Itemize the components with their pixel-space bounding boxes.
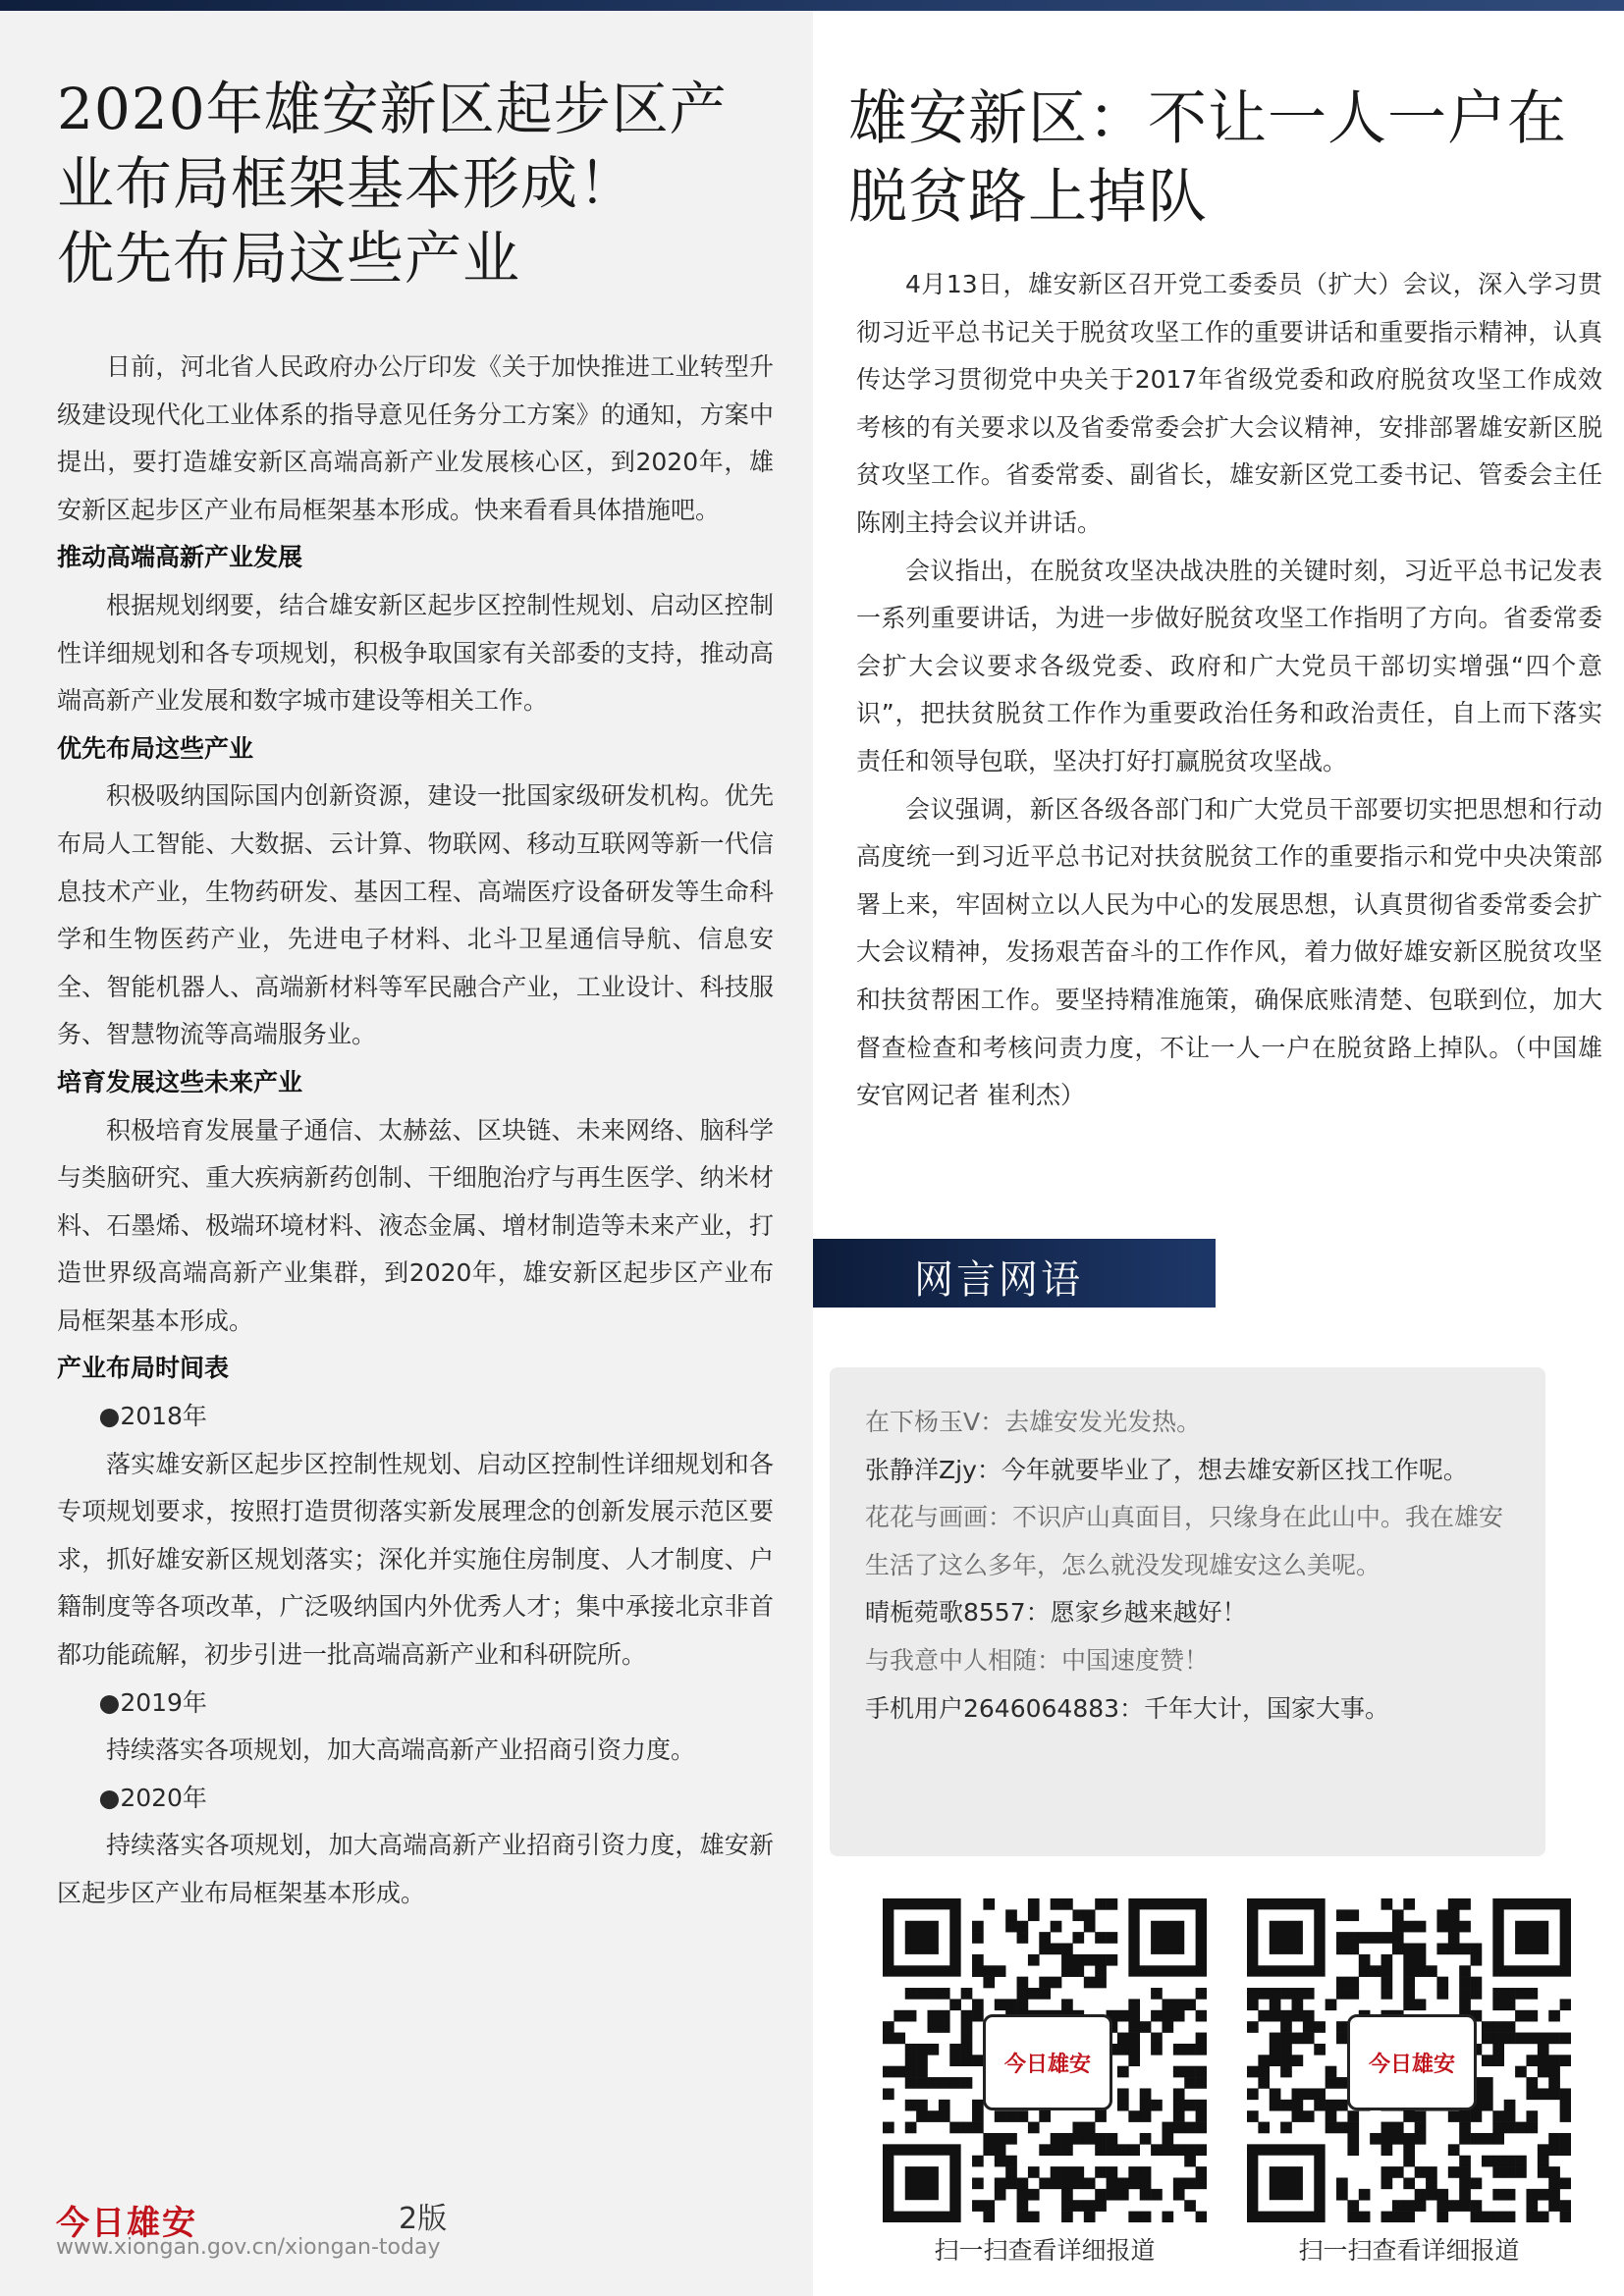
left-headline-line: 优先布局这些产业 (57, 225, 521, 292)
section-title: 推动高端高新产业发展 (57, 543, 303, 572)
qr-code-a[interactable] (883, 1898, 1207, 2222)
right-headline-line: 脱贫路上掉队 (848, 163, 1208, 232)
right-column (813, 11, 1624, 2296)
comment-item: 晴栀菀歌8557：愿家乡越来越好！ (865, 1598, 1247, 1628)
comment-item: 花花与画画：不识庐山真面目，只缘身在此山中。我在雄安生活了这么多年，怎么就没发现雄安这么美呢。 (865, 1503, 1504, 1579)
site-url-link[interactable]: www.xiongan.gov.cn/xiongan-today (56, 2235, 441, 2260)
section-title: 培育发展这些未来产业 (57, 1067, 303, 1096)
comments-section-header (813, 1239, 1216, 1308)
qr-center-logo: 今日雄安 (1347, 2014, 1477, 2110)
comments-list (865, 1399, 1503, 1733)
left-headline-line: 业布局框架基本形成！ (57, 150, 637, 217)
qr-caption: 扫一扫查看详细报道 (1298, 2236, 1520, 2265)
section-title: 产业布局时间表 (57, 1354, 230, 1383)
timeline-year: ●2020年 (98, 1783, 207, 1812)
comment-item: 在下杨玉V：去雄安发光发热。 (865, 1408, 1202, 1436)
article-paragraph: 4月13日，雄安新区召开党工委委员（扩大）会议，深入学习贯彻习近平总书记关于脱贫攻坚工作的重要讲话和重要指示精神，认真传达学习贯彻党中央关于2017年省级党委和政府脱贫攻坚工作成效考核的有关要求以及省委常委会扩大会议精神，安排部署雄安新区脱贫攻坚工作。省委常委、副省长，雄安新区党工委书记、管委会主任陈刚主持会议并讲话。 (856, 270, 1602, 537)
article-paragraph: 会议指出，在脱贫攻坚决战决胜的关键时刻，习近平总书记发表一系列重要讲话，为进一步做好脱贫攻坚工作指明了方向。省委常委会扩大会议要求各级党委、政府和广大党员干部切实增强“四个意识”，把扶贫脱贫工作作为重要政治任务和政治责任，自上而下落实责任和领导包联，坚决打好打赢脱贫攻坚战。 (856, 556, 1602, 775)
right-headline (848, 80, 1604, 237)
section-title: 优先布局这些产业 (57, 733, 254, 763)
timeline-text: 持续落实各项规划，加大高端高新产业招商引资力度。 (106, 1735, 696, 1765)
page-number: 2版 (399, 2202, 448, 2236)
section-paragraph: 积极吸纳国际国内创新资源，建设一批国家级研发机构。优先布局人工智能、大数据、云计算、物联网、移动互联网等新一代信息技术产业，生物药研发、基因工程、高端医疗设备研发等生命科学和生物医药产业，先进电子材料、北斗卫星通信导航、信息安全、智能机器人、高端新材料等军民融合产业，工业设计、科技服务、智慧物流等高端服务业。 (57, 781, 774, 1049)
right-headline-line: 雄安新区：不让一人一户在 (848, 84, 1567, 153)
article-paragraph: 会议强调，新区各级各部门和广大党员干部要切实把思想和行动高度统一到习近平总书记对扶贫脱贫工作的重要指示和党中央决策部署上来，牢固树立以人民为中心的发展思想，认真贯彻省委常委会扩大会议精神，发扬艰苦奋斗的工作作风，着力做好雄安新区脱贫攻坚和扶贫帮困工作。要坚持精准施策，确保底账清楚、包联到位，加大督查检查和考核问责力度，不让一人一户在脱贫路上掉队。（中国雄安官网记者 崔利杰） (856, 794, 1602, 1110)
section-paragraph: 积极培育发展量子通信、太赫兹、区块链、未来网络、脑科学与类脑研究、重大疾病新药创制、干细胞治疗与再生医学、纳米材料、石墨烯、极端环境材料、液态金属、增材制造等未来产业，打造世界级高端高新产业集群，到2020年，雄安新区起步区产业布局框架基本形成。 (57, 1115, 774, 1335)
timeline-year: ●2018年 (98, 1402, 207, 1431)
timeline-text: 落实雄安新区起步区控制性规划、启动区控制性详细规划和各专项规划要求，按照打造贯彻落实新发展理念的创新发展示范区要求，抓好雄安新区规划落实；深化并实施住房制度、人才制度、户籍制度等各项改革，广泛吸纳国内外优秀人才；集中承接北京非首都功能疏解，初步引进一批高端高新产业和科研院所。 (57, 1449, 774, 1670)
top-color-bar (0, 0, 1624, 11)
left-headline-line: 2020年雄安新区起步区产 (57, 76, 728, 142)
qr-code-b[interactable] (1247, 1898, 1571, 2222)
section-paragraph: 根据规划纲要，结合雄安新区起步区控制性规划、启动区控制性详细规划和各专项规划，积极争取国家有关部委的支持，推动高端高新产业发展和数字城市建设等相关工作。 (57, 590, 774, 716)
right-article-body (856, 261, 1602, 1120)
qr-caption: 扫一扫查看详细报道 (934, 2236, 1156, 2265)
left-column (0, 11, 813, 2296)
intro-paragraph: 日前，河北省人民政府办公厅印发《关于加快推进工业转型升级建设现代化工业体系的指导意见任务分工方案》的通知，方案中提出，要打造雄安新区高端高新产业发展核心区，到2020年，雄安新区起步区产业布局框架基本形成。快来看看具体措施吧。 (57, 352, 774, 524)
comment-item: 张静洋Zjy：今年就要毕业了，想去雄安新区找工作呢。 (865, 1455, 1468, 1484)
left-headline (57, 72, 784, 295)
comment-item: 手机用户2646064883：千年大计，国家大事。 (865, 1693, 1390, 1723)
timeline-year: ●2019年 (98, 1687, 207, 1717)
newspaper-logo: 今日雄安 (56, 2204, 197, 2243)
comments-section-title: 网言网语 (914, 1257, 1083, 1303)
qr-center-logo: 今日雄安 (983, 2014, 1112, 2110)
timeline-text: 持续落实各项规划，加大高端高新产业招商引资力度，雄安新区起步区产业布局框架基本形成。 (57, 1831, 774, 1907)
comment-item: 与我意中人相随：中国速度赞！ (865, 1645, 1210, 1675)
comments-box (830, 1367, 1545, 1856)
left-article-body (57, 344, 774, 1918)
